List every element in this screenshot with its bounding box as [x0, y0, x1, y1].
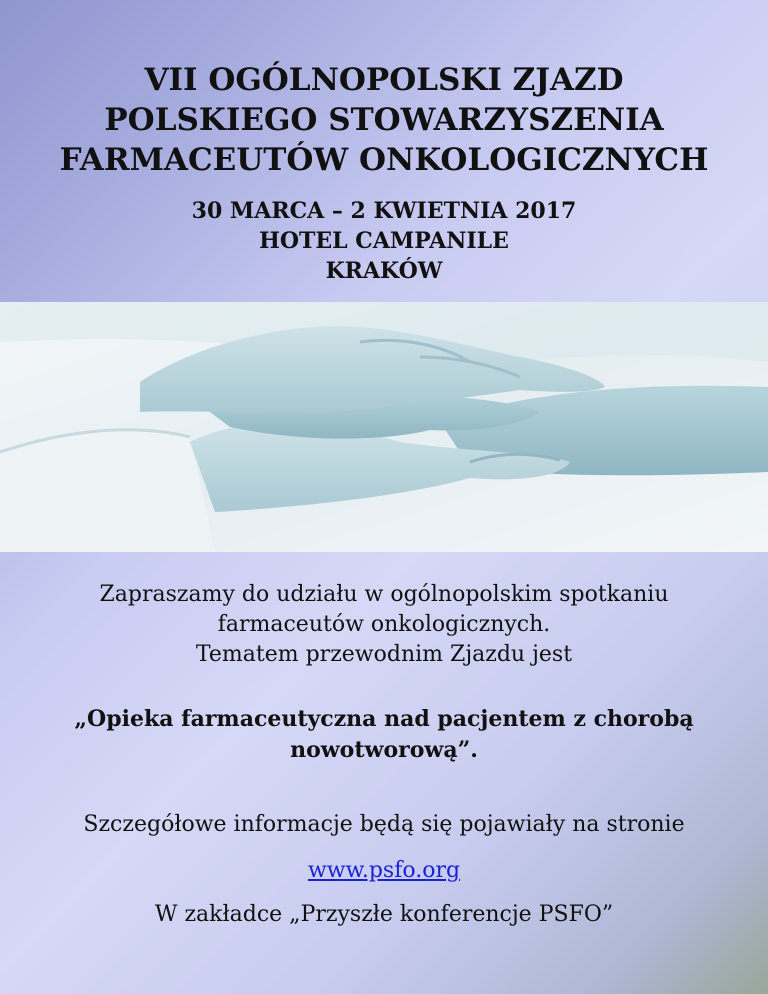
- invite-line-2: farmaceutów onkologicznych.: [217, 612, 551, 637]
- details-note: Szczegółowe informacje będą się pojawiały na stronie: [83, 812, 685, 837]
- invite-line-1: Zapraszamy do udziału w ogólnopolskim spotkaniu: [99, 582, 669, 607]
- event-info: [0, 196, 768, 286]
- event-date: 30 MARCA – 2 KWIETNIA 2017: [191, 198, 577, 224]
- title-line-2: POLSKIEGO STOWARZYSZENIA: [104, 102, 664, 138]
- tab-note: W zakładce „Przyszłe konferencje PSFO”: [154, 902, 614, 927]
- event-city: KRAKÓW: [325, 258, 443, 284]
- invite-line-3: Tematem przewodnim Zjazdu jest: [195, 642, 573, 667]
- header: [0, 0, 768, 300]
- event-venue: HOTEL CAMPANILE: [259, 228, 509, 254]
- website-link[interactable]: www.psfo.org: [307, 858, 461, 883]
- title-line-3: FARMACEUTÓW ONKOLOGICZNYCH: [59, 142, 709, 178]
- website-link-line: [0, 856, 768, 886]
- invite-paragraph: [0, 580, 768, 670]
- title-line-1: VII OGÓLNOPOLSKI ZJAZD: [144, 62, 624, 98]
- invitation-body: [0, 580, 768, 927]
- page-title: [0, 60, 768, 180]
- conference-theme: „Opieka farmaceutyczna nad pacjentem z chorobą nowotworową”.: [74, 706, 694, 763]
- clasped-hands-photo: [0, 302, 768, 552]
